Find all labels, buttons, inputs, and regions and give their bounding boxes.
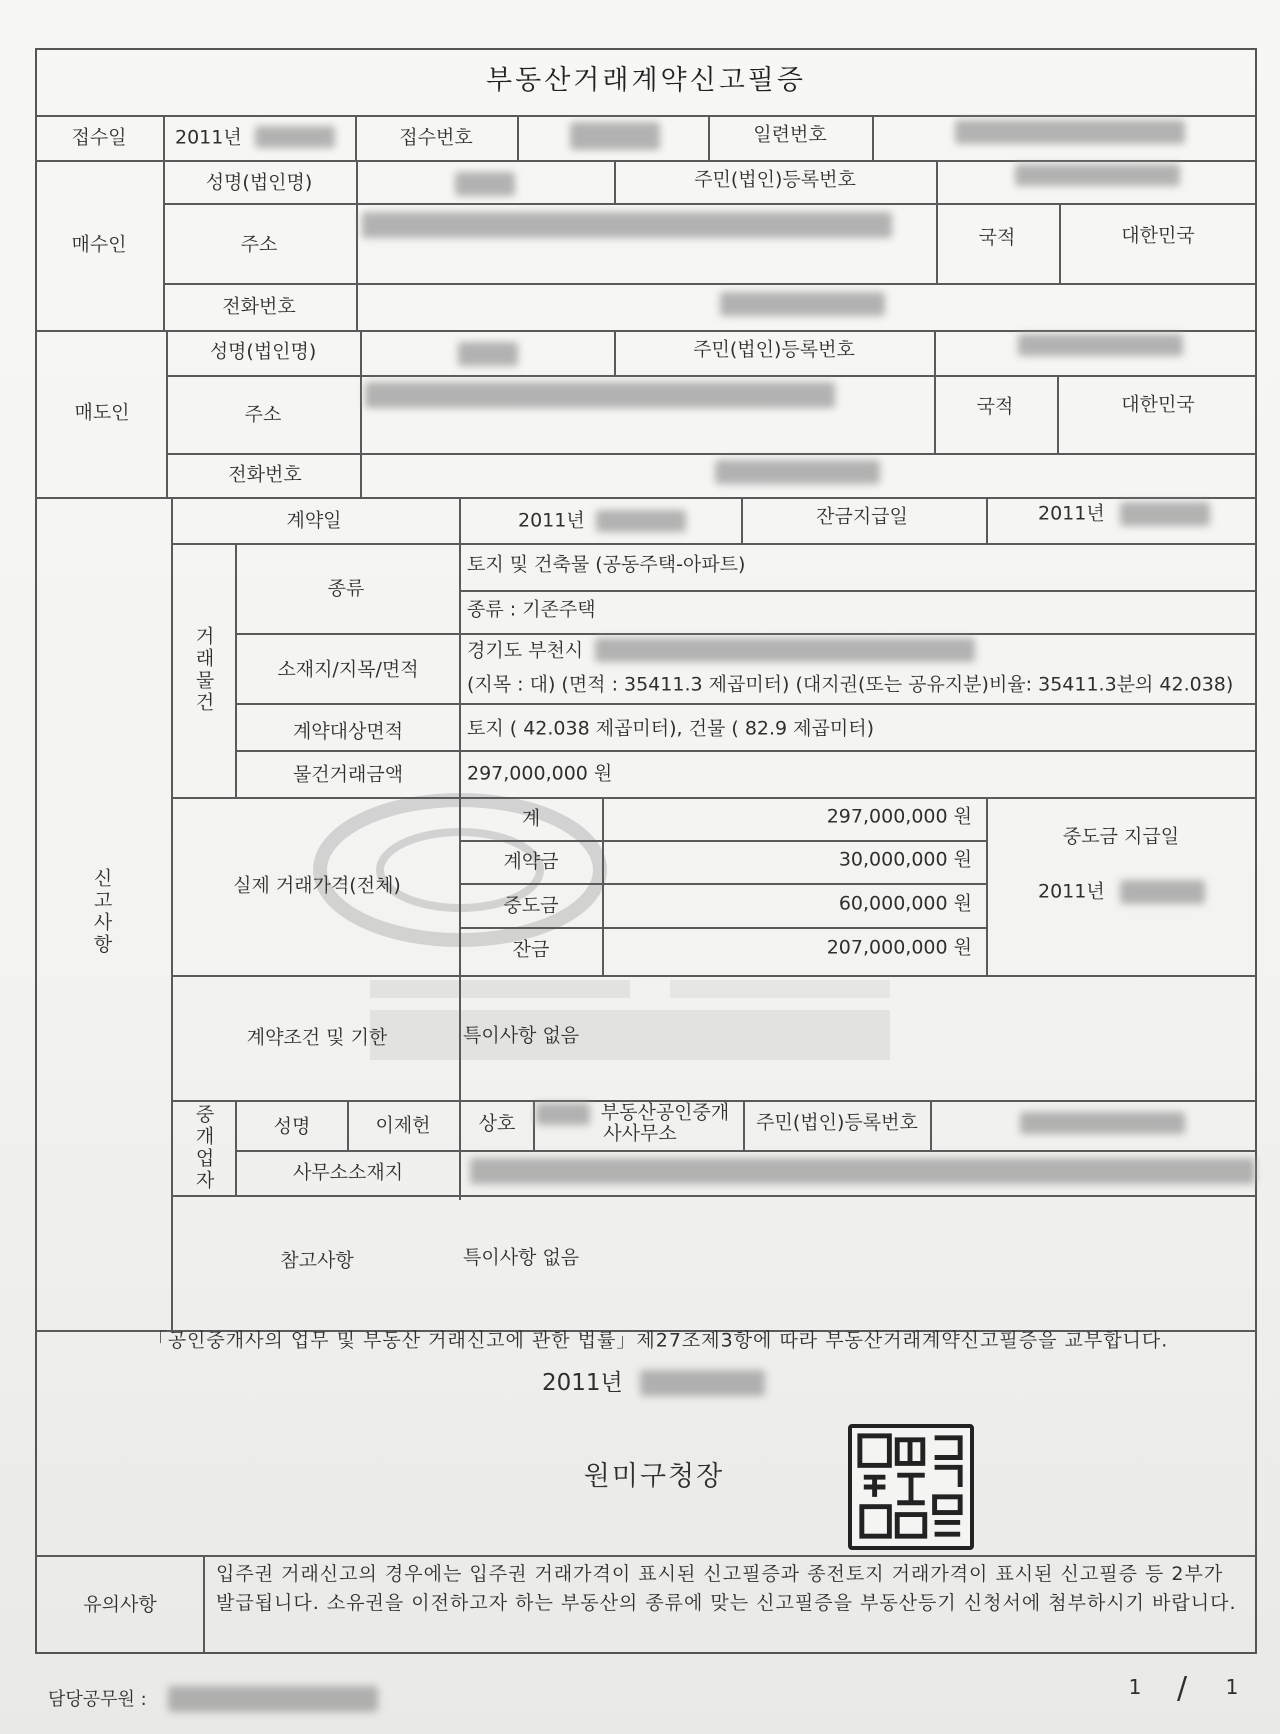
issuer-name: 원미구청장 [583,1460,725,1492]
price-row-interim-value: 60,000,000 원 [838,892,972,915]
property-price-label: 물건거래금액 [292,763,404,786]
contract-date-label: 계약일 [286,509,342,532]
receipt-date-label: 접수일 [71,126,127,149]
redacted-seller-phone [715,460,880,484]
redacted-buyer-name [455,172,515,196]
land-detail: (지목 : 대) (면적 : 35411.3 제곱미터) (대지권(또는 공유지분)비율: 35411.3분의 42.038) [467,673,1234,696]
location-value: 경기도 부천시 [467,639,584,662]
property-type-value-1: 토지 및 건축물 (공동주택-아파트) [467,553,746,576]
redacted-agent-firm [536,1103,590,1125]
caution-text: 입주권 거래신고의 경우에는 입주권 거래가격이 표시된 신고필증과 종전토지 거래가격이 표시된 신고필증 등 2부가 발급됩니다. 소유권을 이전하고자 하는 부동산의 종류에 맞는 신고필증을 부동산등기 신청서에 첨부하시기 바랍니다. [216,1563,1237,1614]
report-certificate-form [35,48,1257,1654]
contract-date-value: 2011년 [518,509,585,532]
agent-reg-no-label: 주민(법인)등록번호 [756,1111,918,1134]
redacted-location [595,638,975,662]
redacted-officer-name [168,1686,378,1712]
agent-office-label: 사무소소재지 [292,1161,404,1184]
conditions-label: 계약조건 및 기한 [246,1026,388,1049]
officer-label: 담당공무원 : [48,1689,147,1711]
official-seal-stamp [848,1424,974,1550]
price-row-deposit-label: 계약금 [503,850,559,873]
redacted-balance-date [1120,502,1210,526]
agent-firm-label: 상호 [478,1112,516,1135]
price-row-interim-label: 중도금 [503,894,559,917]
price-row-balance-value: 207,000,000 원 [826,936,972,959]
contract-area-label: 계약대상면적 [292,720,404,743]
redacted-buyer-address [362,212,892,238]
redacted-contract-date [596,510,686,532]
redacted-seller-name [458,342,518,366]
buyer-reg-no-label: 주민(법인)등록번호 [694,168,856,191]
balance-date-value: 2011년 [1038,502,1105,525]
buyer-nationality-label: 국적 [978,226,1016,249]
buyer-address-label: 주소 [240,233,278,256]
seller-phone-label: 전화번호 [228,463,302,486]
seller-nationality-label: 국적 [976,395,1014,418]
conditions-value: 특이사항 없음 [463,1024,580,1047]
redacted-agent-reg-no [1020,1112,1185,1134]
receipt-no-label: 접수번호 [399,126,473,149]
price-row-total-value: 297,000,000 원 [826,805,972,828]
remarks-label: 참고사항 [280,1249,354,1272]
redacted-interim-date [1120,880,1205,904]
document-title: 부동산거래계약신고필증 [486,64,806,96]
seller-name-label: 성명(법인명) [209,340,317,363]
remarks-value: 특이사항 없음 [463,1246,580,1269]
property-type-value-2: 종류 : 기존주택 [467,598,596,621]
seller-reg-no-label: 주민(법인)등록번호 [693,338,855,361]
agent-name-value: 이제헌 [375,1114,431,1137]
property-section-label: 거래물건 [195,625,215,713]
price-row-deposit-value: 30,000,000 원 [838,848,972,871]
price-row-total-label: 계 [521,807,541,830]
seller-address-label: 주소 [244,403,282,426]
price-row-balance-label: 잔금 [512,938,550,961]
agent-firm-value-2: 사사무소 [603,1122,677,1145]
redacted-agent-office [470,1158,1255,1184]
actual-price-label: 실제 거래가격(전체) [233,874,401,897]
location-label: 소재지/지목/면적 [277,658,419,681]
agent-firm-value-1: 부동산공인중개 [600,1101,730,1124]
redacted-receipt-date [255,126,335,148]
redacted-seller-reg-no [1018,334,1183,356]
caution-label: 유의사항 [83,1593,157,1616]
buyer-section-label: 매수인 [71,233,127,256]
redacted-issuance-date [640,1370,765,1396]
issuance-statement: 「공인중개사의 업무 및 부동산 거래신고에 관한 법률」제27조제3항에 따라 부동산거래계약신고필증을 교부합니다. [147,1329,1169,1352]
report-section-label: 신고사항 [93,867,113,955]
seller-nationality-value: 대한민국 [1121,393,1195,416]
interim-date-label: 중도금 지급일 [1062,825,1180,848]
page-separator: / [1176,1671,1188,1706]
redacted-buyer-phone [720,292,885,316]
property-type-label: 종류 [327,577,365,600]
seller-section-label: 매도인 [74,401,130,424]
agent-section-label: 중개업자 [195,1103,215,1191]
serial-no-label: 일련번호 [753,123,827,146]
receipt-date-value: 2011년 [175,126,242,149]
redacted-seller-address [365,382,835,408]
interim-date-value: 2011년 [1038,880,1105,903]
property-price-value: 297,000,000 원 [467,762,613,785]
buyer-phone-label: 전화번호 [222,295,296,318]
buyer-name-label: 성명(법인명) [205,171,313,194]
contract-area-value: 토지 ( 42.038 제곱미터), 건물 ( 82.9 제곱미터) [467,717,875,740]
redacted-buyer-reg-no [1015,164,1180,186]
redacted-receipt-no [570,122,660,150]
redacted-serial-no [955,120,1185,144]
issuance-date: 2011년 [542,1370,623,1397]
page-total: 1 [1225,1675,1239,1699]
buyer-nationality-value: 대한민국 [1121,224,1195,247]
agent-name-label: 성명 [273,1115,311,1138]
page-current: 1 [1128,1675,1142,1699]
balance-date-label: 잔금지급일 [816,505,908,528]
